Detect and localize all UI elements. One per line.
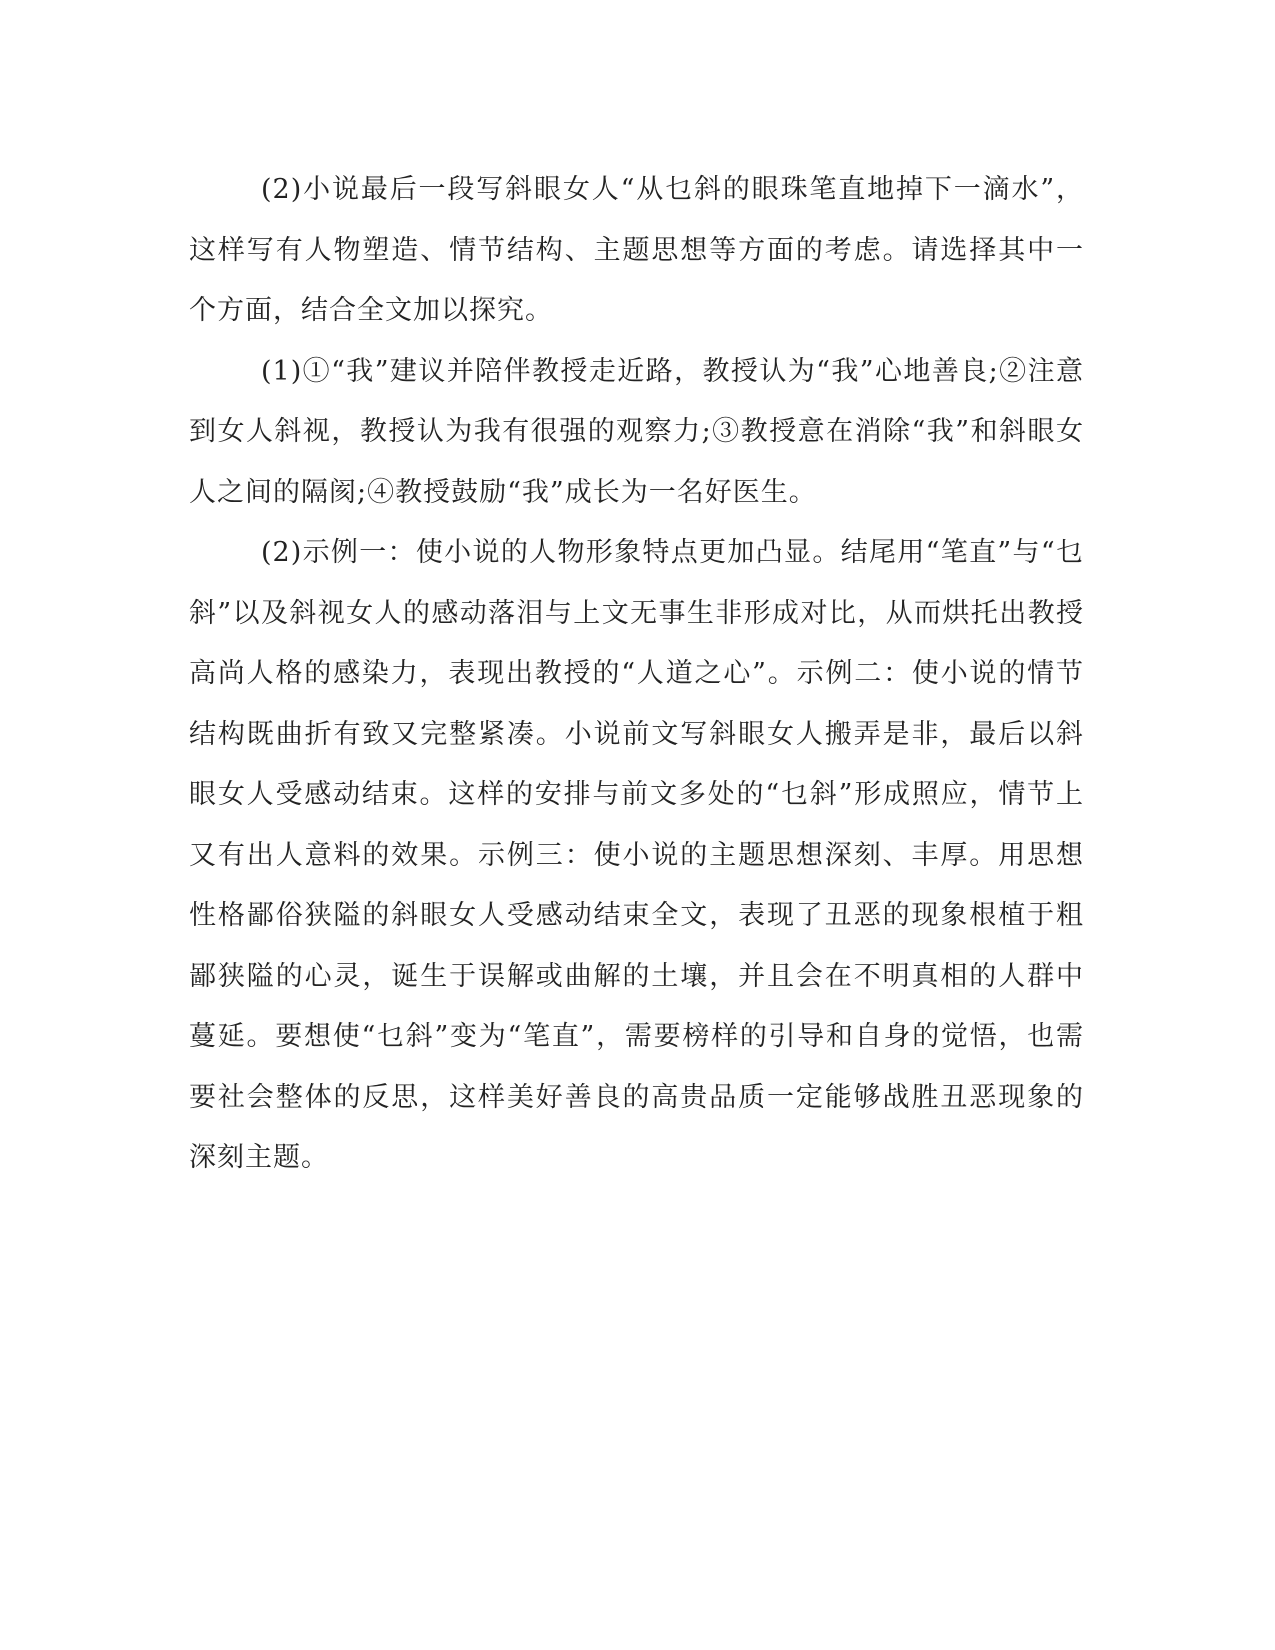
answer-paragraph-2: (2)示例一：使小说的人物形象特点更加凸显。结尾用“笔直”与“乜斜”以及斜视女人的感动落泪与上文无事生非形成对比，从而烘托出教授高尚人格的感染力，表现出教授的“人道之心”。示例二：使小说的情节结构既曲折有致又完整紧凑。小说前文写斜眼女人搬弄是非，最后以斜眼女人受感动结束。这样的安排与前文多处的“乜斜”形成照应，情节上又有出人意料的效果。示例三：使小说的主题思想深刻、丰厚。用思想性格鄙俗狭隘的斜眼女人受感动结束全文，表现了丑恶的现象根植于粗鄙狭隘的心灵，诞生于误解或曲解的土壤，并且会在不明真相的人群中蔓延。要想使“乜斜”变为“笔直”，需要榜样的引导和自身的觉悟，也需要社会整体的反思，这样美好善良的高贵品质一定能够战胜丑恶现象的深刻主题。 [189, 537, 1084, 1173]
answer-paragraph-1: (1)①“我”建议并陪伴教授走近路，教授认为“我”心地善良;②注意到女人斜视，教授认为我有很强的观察力;③教授意在消除“我”和斜眼女人之间的隔阂;④教授鼓励“我”成长为一名好医生。 [189, 355, 1084, 508]
answer-text-block [189, 160, 1084, 1189]
question-paragraph: (2)小说最后一段写斜眼女人“从乜斜的眼珠笔直地掉下一滴水”，这样写有人物塑造、情节结构、主题思想等方面的考虑。请选择其中一个方面，结合全文加以探究。 [189, 174, 1084, 326]
